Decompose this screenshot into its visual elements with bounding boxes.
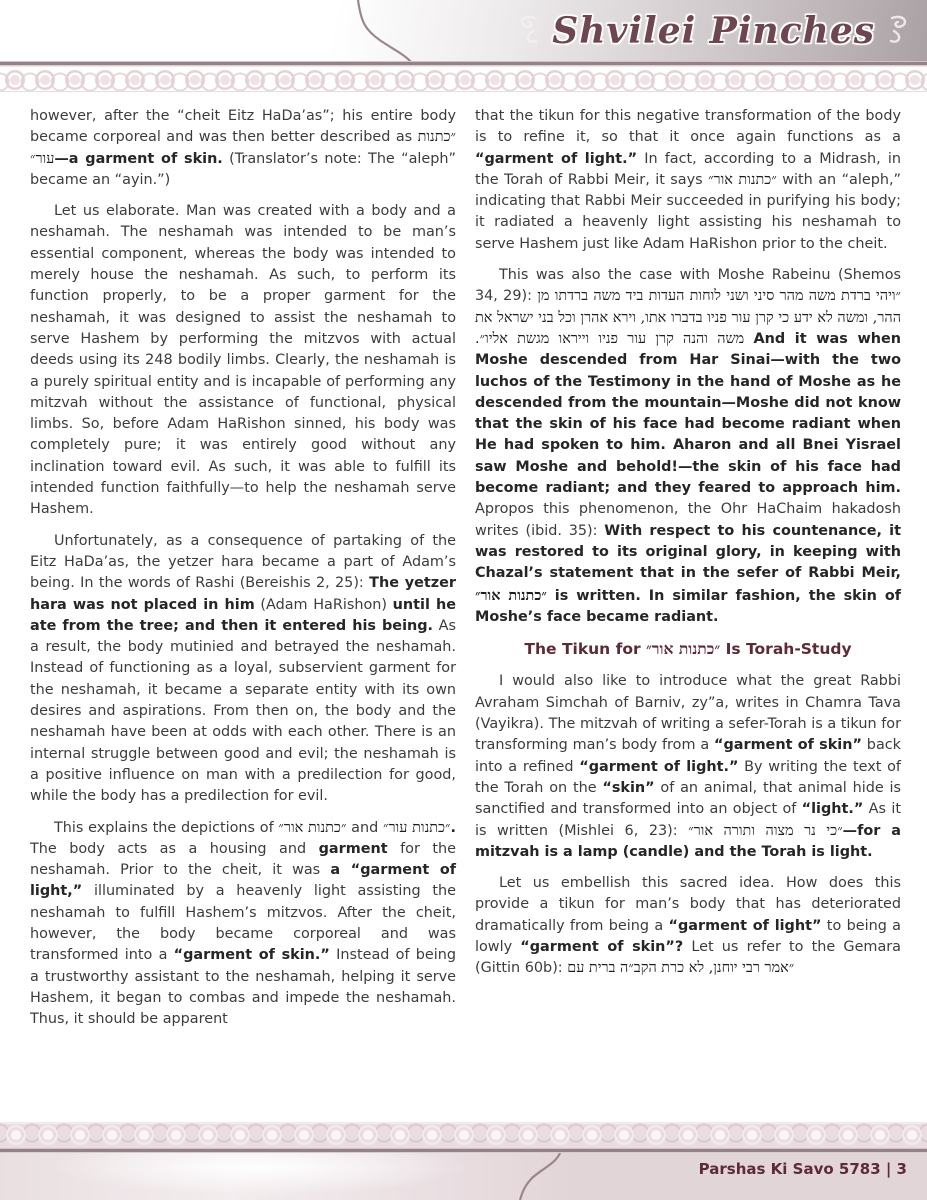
paragraph [30,818,456,1031]
text-run: however, after the “cheit Eitz HaDa’as”; his entire body became corporeal and was then better described as [30,108,456,146]
swirl-flourish-icon [887,13,911,49]
right-column [475,106,901,1122]
text-run: Let us elaborate. Man was created with a body and a neshamah. The neshamah was intended to be man’s essential component, whereas the body was intended to merely house the neshamah. As such, to perform its function properly, to be a proper garment for the neshamah, it was designed to assist the neshamah to serve Hashem by performing the mitzvos with actual deeds using its 248 bodily limbs. Clearly, the neshamah is a purely spiritual entity and is incapable of performing any mitzvah without the assistance of functional, physical limbs. So, before Adam HaRishon sinned, his body was completely pure; it was entirely good without any inclination toward evil. As such, it was able to fulfill its intended function faithfully—to help the neshamah serve Hashem. [30,203,456,518]
text-run: In fact, according to a Midrash, in the Torah of Rabbi Meir, it says [475,150,901,188]
text-run: As it is written (Mishlei 6, 23): [475,801,901,839]
swirl-flourish-icon [516,13,540,49]
hebrew-text-run: ״כתנות אור״ [646,639,721,659]
text-run: with an “aleph,” indicating that Rabbi Meir succeeded in purifying his body; it radiated a heavenly light assisting his neshamah to serve Hashem just like Adam HaRishon prior to the cheit. [475,171,902,252]
masthead [516,2,911,60]
text-run: Unfortunately, as a consequence of partaking of the Eitz HaDa’as, the yetzer hara became a part of Adam’s being. In the words of Rashi (Bereishis 2, 25): [30,532,456,592]
article-body [0,96,927,1122]
text-run: . [450,819,456,836]
text-run: This explains the depictions of [54,819,279,836]
text-run: “skin” [602,779,655,796]
decorative-curve-line [498,1153,568,1200]
text-run: The yetzer hara was not placed in him [30,575,456,613]
text-run: back into a refined [475,737,902,775]
text-run: With respect to his countenance, it was restored to its original glory, in keeping with Chazal’s statement that in the sefer of Rabbi Meir, [475,522,901,582]
text-run: to being a lowly [475,917,902,955]
hebrew-text-run: ״כתנות אור״ [278,819,347,836]
text-run: The Tikun for [524,640,647,659]
hebrew-text-run: ״ויהי ברדת משה מהר סיני ושני לוחות העדות ביד משה ברדתו מן ההר, ומשה לא ידע כי קרן עור פניו בדברו אתו, וירא אהרן וכל בני ישראל את משה והנה קרן עור פניו וייראו מגשת אליו״. [475,288,902,347]
paragraph [30,106,456,191]
text-run: “garment of light.” [475,150,638,167]
text-run: (Adam HaRishon) [254,596,393,613]
text-run: garment [318,840,388,857]
text-run: (Translator’s note: The “aleph” became an “ayin.”) [30,150,456,188]
text-run: “garment of skin” [714,737,862,754]
hebrew-text-run: ״כתנות עור״ [30,129,456,167]
lace-border-top [0,67,927,96]
page-footer [0,1153,927,1200]
text-run: “garment of skin”? [520,938,684,955]
left-column [30,106,456,1122]
text-run: I would also like to introduce what the great Rabbi Avraham Simchah of Barniv, zy”a, writes in Chamra Tava (Vayikra). The mitzvah of writing a sefer-Torah is a tikun for transforming man’s body from a [475,673,901,754]
text-run: Instead of being a trustworthy assistant to the neshamah, helping it serve Hashem, it began to combas and impede the neshamah. Thus, it should be apparent [30,947,456,1028]
text-run: and [346,819,383,836]
text-run: By writing the text of the Torah on the [475,758,901,796]
text-run: And it was when Moshe descended from Har Sinai—with the two luchos of the Testimony in the hand of Moshe as he descended from the mountain—Moshe did not know that the skin of his face had become radiant when He had spoken to him. Aharon and all Bnei Yisrael saw Moshe and behold!—the skin of his face had become radiant; and they feared to approach him. [475,330,902,497]
text-run: —for a mitzvah is a lamp (candle) and the Torah is light. [475,822,901,860]
paragraph [30,201,456,520]
text-run: —a garment of skin. [54,150,223,167]
text-run: “light.” [801,801,864,818]
paragraph [475,265,901,628]
paragraph [475,106,901,255]
text-run: Let us refer to the Gemara (Gittin 60b): [475,938,901,977]
lace-border-bottom [0,1122,927,1148]
text-run: This was also the case with Moshe Rabeinu (Shemos 34, 29): [475,267,901,305]
decorative-curve-line [350,0,420,62]
publication-title: Shvilei Pinches [552,10,875,52]
text-run: until he ate from the tree; and then it entered his being. [30,596,456,634]
text-run: is written. In similar fashion, the skin of Moshe’s face became radiant. [475,587,901,625]
hebrew-text-run: ״כתנות עור״ [383,819,451,836]
text-run: that the tikun for this negative transformation of the body is to refine it, so that it once again functions as a [475,108,901,146]
text-run: for the neshamah. Prior to the cheit, it was [30,840,456,879]
text-run: Apropos this phenomenon, the Ohr HaChaim hakadosh writes (ibid. 35): [475,501,901,539]
section-heading [475,638,901,660]
hebrew-text-run: ״כי נר מצוה ותורה אור״ [688,822,843,839]
text-run: of an animal, that animal hide is sanctified and transformed into an object of [475,779,901,818]
text-run: “garment of light” [668,917,822,934]
text-run: “garment of light.” [579,758,739,775]
hebrew-text-run: ״כתנות אור״ [475,586,547,604]
text-run: “garment of skin.” [173,947,330,964]
text-run: Let us embellish this sacred idea. How does this provide a tikun for man’s body that has deteriorated dramatically from being a [475,875,901,934]
page-footer-label: Parshas Ki Savo 5783 | 3 [698,1160,907,1178]
text-run: As a result, the body mutinied and betrayed the neshamah. Instead of functioning as a loyal, subservient garment for the neshamah, it became a separate entity with its own desires and aspirations. From then on, the body and the neshamah have been at odds with each other. There is an internal struggle between good and evil; the neshamah is a positive influence on man with a predilection for good, while the body has a predilection for evil. [30,617,456,805]
text-run: a “garment of light,” [30,862,456,900]
text-run: The body acts as a housing and [30,840,319,857]
hebrew-text-run: ״אמר רבי יוחנן, לא כרת הקב״ה ברית עם [567,960,795,977]
text-run: illuminated by a heavenly light assisting the neshamah to fulfill Hashem’s mitzvos. After the cheit, however, the body became corporeal and was transformed into a [30,883,456,964]
paragraph [475,873,901,979]
paragraph [30,531,456,808]
page-header [0,0,927,62]
hebrew-text-run: ״כתנות אור״ [708,171,777,188]
paragraph [475,671,901,863]
text-run: Is Torah-Study [720,640,852,659]
